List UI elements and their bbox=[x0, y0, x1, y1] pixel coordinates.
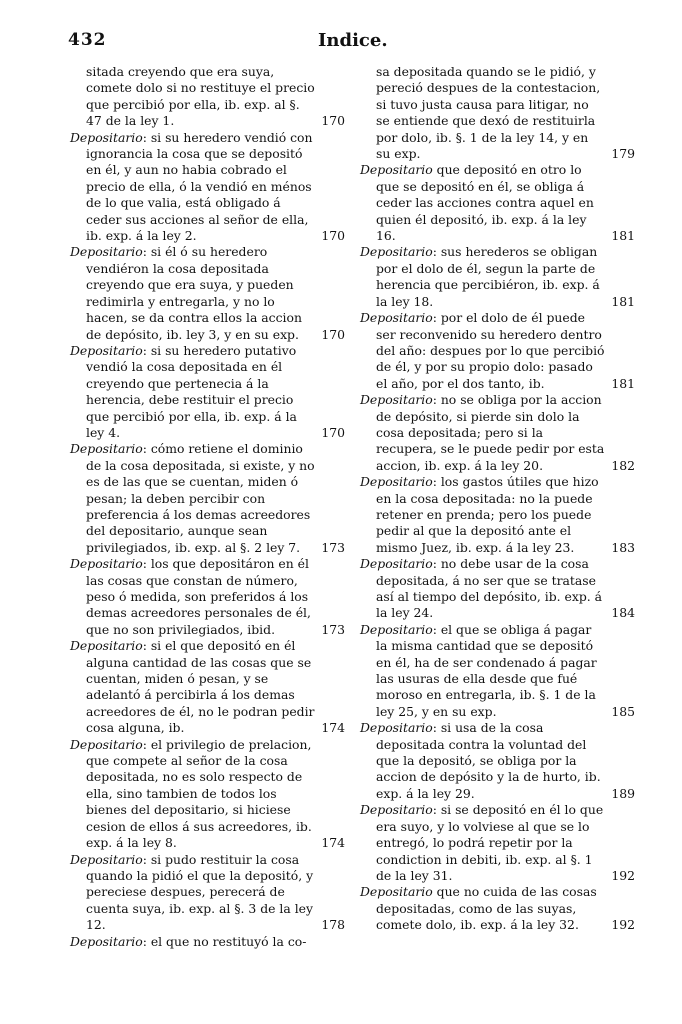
entry-headword: Depositario bbox=[70, 129, 143, 145]
entry-headword: Depositario bbox=[360, 310, 433, 326]
entry-page-ref: 174 bbox=[321, 720, 345, 736]
entry-text: : el que se obliga á pagar la misma cantidad que se depositó en él, ha de ser condenado á pagar las usuras de ella desde que fué moroso en entregarla, ib. §. 1 de la ley 25, y en su exp. bbox=[376, 621, 597, 719]
index-entry bbox=[360, 884, 635, 933]
entry-text: : si él ó su heredero vendiéron la cosa depositada creyendo que era suya, y pueden redimirla y entregarla, y no lo hacen, se da contra ellos la accion de depósito, ib. ley 3, y en su exp. bbox=[86, 244, 302, 342]
entry-text: : los gastos útiles que hizo en la cosa depositada: no la puede retener en prenda; pero los puede pedir al que la depositó ante el mismo Juez, ib. exp. á la ley 23. bbox=[376, 474, 599, 555]
index-entry bbox=[360, 310, 635, 392]
index-entry bbox=[70, 130, 345, 245]
entry-text: : el privilegio de prelacion, que compete al señor de la cosa depositada, no es solo respecto de ella, sino tambien de todos los bienes del depositario, si hiciese cesion de ellos á sus acreedores, ib. exp. á la ley 8. bbox=[86, 736, 312, 851]
entry-page-ref: 182 bbox=[611, 457, 635, 473]
entry-page-ref: 170 bbox=[321, 424, 345, 440]
entry-headword: Depositario bbox=[360, 802, 433, 818]
entry-text: : no debe usar de la cosa depositada, á no ser que se tratase así al tiempo del depósito, ib. exp. á la ley 24. bbox=[376, 556, 603, 621]
entry-headword: Depositario bbox=[70, 441, 143, 457]
index-entry bbox=[70, 343, 345, 441]
index-entry bbox=[70, 934, 345, 950]
entry-headword: Depositario bbox=[70, 556, 143, 572]
index-entry bbox=[70, 64, 345, 130]
entry-text: : por el dolo de él puede ser reconvenido su heredero dentro del año: despues por lo que percibió de él, y por su propio dolo: pasado el año, por el dos tanto, ib. bbox=[376, 310, 605, 391]
entry-page-ref: 185 bbox=[611, 703, 635, 719]
entry-headword: Depositario bbox=[360, 556, 433, 572]
index-entry bbox=[70, 244, 345, 342]
entry-text: : si el que depositó en él alguna cantidad de las cosas que se cuentan, miden ó pesan, y se adelantó á percibirla á los demas acreedores de él, no le podran pedir cosa alguna, ib. bbox=[86, 638, 315, 736]
entry-text: : los que depositáron en él las cosas que constan de número, peso ó medida, son preferidos á los demas acreedores personales de él, que no son privilegiados, ibid. bbox=[86, 556, 311, 637]
index-entry bbox=[70, 638, 345, 736]
index-entry bbox=[360, 64, 635, 162]
entry-headword: Depositario bbox=[70, 244, 143, 260]
entry-page-ref: 179 bbox=[611, 146, 635, 162]
entry-text: : si pudo restituir la cosa quando la pidió el que la depositó, y pereciese despues, perecerá de cuenta suya, ib. exp. al §. 3 de la ley 12. bbox=[86, 851, 314, 933]
entry-page-ref: 173 bbox=[321, 621, 345, 637]
entry-page-ref: 170 bbox=[321, 228, 345, 244]
index-entry bbox=[70, 556, 345, 638]
entry-headword: Depositario bbox=[70, 736, 143, 752]
entry-page-ref: 181 bbox=[611, 375, 635, 391]
index-entry bbox=[360, 720, 635, 802]
entry-text: : el que no restituyó la co- bbox=[142, 933, 307, 949]
entry-page-ref: 181 bbox=[611, 293, 635, 309]
entry-text: : si su heredero putativo vendió la cosa depositada en él creyendo que pertenecia á la herencia, debe restituir el precio que percibió por ella, ib. exp. á la ley 4. bbox=[86, 342, 297, 440]
entry-page-ref: 170 bbox=[321, 326, 345, 342]
running-head-title: Indice. bbox=[318, 30, 388, 51]
left-column bbox=[70, 64, 345, 950]
right-column bbox=[360, 64, 635, 934]
entry-headword: Depositario bbox=[70, 342, 143, 358]
entry-page-ref: 189 bbox=[611, 785, 635, 801]
index-entry bbox=[360, 244, 635, 310]
page-number: 432 bbox=[68, 30, 107, 50]
index-entry bbox=[360, 802, 635, 884]
entry-headword: Depositario bbox=[360, 884, 433, 900]
entry-page-ref: 173 bbox=[321, 539, 345, 555]
entry-headword: Depositario bbox=[360, 392, 433, 408]
entry-text: que no cuida de las cosas depositadas, como de las suyas, comete dolo, ib. exp. á la ley 32. bbox=[376, 884, 597, 933]
index-entry bbox=[70, 441, 345, 556]
entry-headword: Depositario bbox=[360, 162, 433, 178]
entry-text: que depositó en otro lo que se depositó en él, se obliga á ceder las acciones contra aquel en quien él depositó, ib. exp. á la ley 16. bbox=[376, 162, 594, 244]
entry-headword: Depositario bbox=[70, 933, 143, 949]
entry-text: sitada creyendo que era suya, comete dolo si no restituye el precio que percibió por ella, ib. exp. al §. 47 de la ley 1. bbox=[86, 64, 315, 129]
index-entry bbox=[70, 852, 345, 934]
entry-headword: Depositario bbox=[70, 851, 143, 867]
entry-page-ref: 184 bbox=[611, 605, 635, 621]
entry-headword: Depositario bbox=[360, 621, 433, 637]
entry-text: : si usa de la cosa depositada contra la voluntad del que la depositó, se obliga por la accion de depósito y la de hurto, ib. exp. á la ley 29. bbox=[376, 720, 601, 801]
index-entry bbox=[70, 737, 345, 852]
entry-text: : no se obliga por la accion de depósito, si pierde sin dolo la cosa depositada; pero si la recupera, se le puede pedir por esta accion, ib. exp. á la ley 20. bbox=[376, 392, 605, 473]
entry-text: : si su heredero vendió con ignorancia la cosa que se depositó en él, y aun no habia cobrado el precio de ella, ó la vendió en ménos de lo que valia, está obligado á ceder sus acciones al señor de ella, ib. exp. á la ley 2. bbox=[86, 129, 313, 244]
entry-headword: Depositario bbox=[360, 244, 433, 260]
index-entry bbox=[360, 392, 635, 474]
entry-headword: Depositario bbox=[70, 638, 143, 654]
index-entry bbox=[360, 162, 635, 244]
entry-text: : cómo retiene el dominio de la cosa depositada, si existe, y no es de las que se cuentan, miden ó pesan; la deben percibir con preferencia á los demas acreedores del depositario, aunque sean privilegiados, ib. exp. al §. 2 ley 7. bbox=[86, 441, 315, 555]
index-entry bbox=[360, 474, 635, 556]
entry-page-ref: 178 bbox=[321, 917, 345, 933]
entry-page-ref: 174 bbox=[321, 835, 345, 851]
entry-page-ref: 183 bbox=[611, 539, 635, 555]
index-entry bbox=[360, 556, 635, 622]
entry-page-ref: 192 bbox=[611, 917, 635, 933]
index-entry bbox=[360, 622, 635, 720]
entry-page-ref: 192 bbox=[611, 867, 635, 883]
entry-text: : sus herederos se obligan por el dolo de él, segun la parte de herencia que percibiéron, ib. exp. á la ley 18. bbox=[376, 244, 600, 309]
entry-page-ref: 170 bbox=[321, 113, 345, 129]
entry-text: sa depositada quando se le pidió, y pereció despues de la contestacion, si tuvo justa causa para litigar, no se entiende que dexó de restituirla por dolo, ib. §. 1 de la ley 14, y en su exp. bbox=[376, 64, 601, 162]
entry-page-ref: 181 bbox=[611, 228, 635, 244]
entry-headword: Depositario bbox=[360, 474, 433, 490]
entry-text: : si se depositó en él lo que era suyo, y lo volviese al que se lo entregó, lo podrá repetir por la condiction in debiti, ib. exp. al §. 1 de la ley 31. bbox=[376, 802, 604, 883]
entry-headword: Depositario bbox=[360, 720, 433, 736]
